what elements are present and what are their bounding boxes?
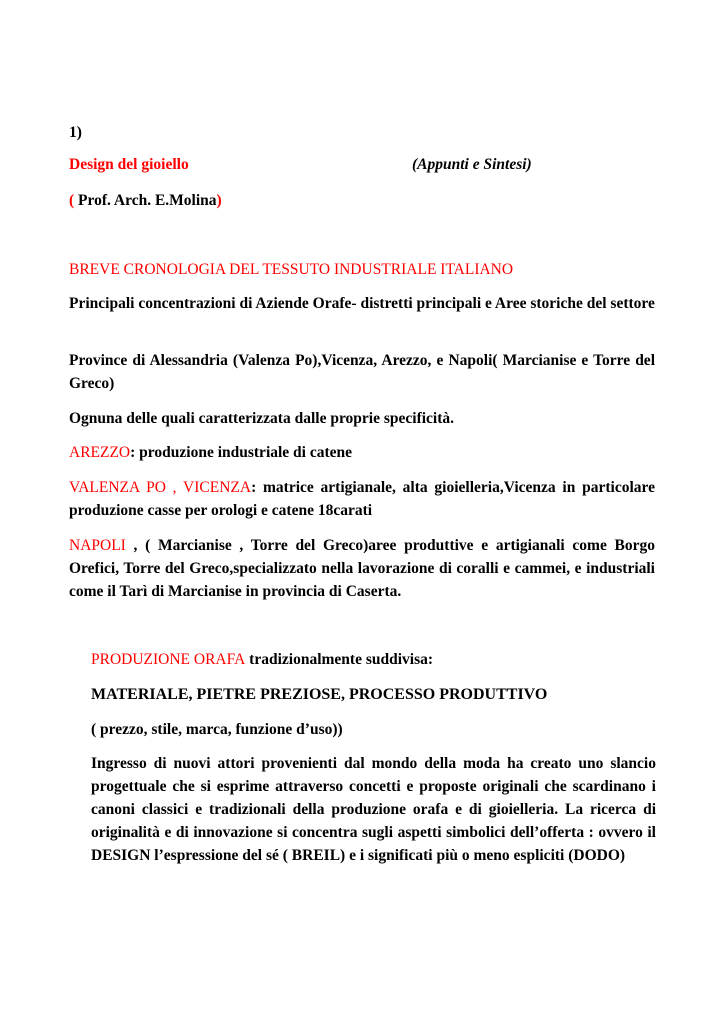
valenza-description: : matrice artigianale, alta gioielleria,Vicenza in particolare produzione casse per orologi e catene 18carati bbox=[69, 479, 655, 519]
paragraph-concentrazioni: Principali concentrazioni di Aziende Orafe- distretti principali e Aree storiche del settore bbox=[69, 295, 655, 312]
valenza-label: VALENZA PO , VICENZA bbox=[69, 479, 252, 496]
napoli-label: NAPOLI bbox=[69, 537, 126, 554]
prezzo-line: ( prezzo, stile, marca, funzione d’uso)) bbox=[91, 721, 343, 738]
paragraph-arezzo bbox=[69, 441, 352, 464]
paragraph-ingresso: Ingresso di nuovi attori provenienti dal mondo della moda ha creato uno slancio progettuale che si esprime attraverso concetti e proposte originali che scardinano i canoni classici e tradizionali della produzione orafa e di gioielleria. La ricerca di originalità e di innovazione si concentra sugli aspetti simbolici dell’offerta : ovvero il DESIGN l’espressione del sé ( BREIL) e i significati più o meno espliciti (DODO) bbox=[91, 755, 656, 864]
author-open-paren: ( bbox=[69, 192, 75, 209]
materiale-line: MATERIALE, PIETRE PREZIOSE, PROCESSO PRODUTTIVO bbox=[91, 686, 548, 703]
paragraph-napoli bbox=[69, 534, 655, 603]
paragraph-valenza bbox=[69, 476, 655, 522]
paragraph-produzione bbox=[91, 648, 433, 671]
author-line bbox=[69, 189, 222, 212]
document-title: Design del gioiello bbox=[69, 156, 189, 173]
author-name: Prof. Arch. E.Molina bbox=[74, 192, 217, 209]
section-heading: BREVE CRONOLOGIA DEL TESSUTO INDUSTRIALE ITALIANO bbox=[69, 261, 514, 278]
produzione-label: PRODUZIONE ORAFA bbox=[91, 651, 246, 668]
arezzo-label: AREZZO bbox=[69, 444, 131, 461]
document-subtitle: (Appunti e Sintesi) bbox=[412, 156, 532, 173]
paragraph-specificita: Ognuna delle quali caratterizzata dalle proprie specificità. bbox=[69, 410, 455, 427]
arezzo-description: : produzione industriale di catene bbox=[130, 444, 353, 461]
napoli-description: , ( Marcianise , Torre del Greco)aree produttive e artigianali come Borgo Orefici, Torre del Greco,specializzato nella lavorazione di coralli e cammei, e industriali come il Tarì di Marcianise in provincia di Caserta. bbox=[69, 537, 655, 600]
section-number: 1) bbox=[69, 124, 82, 141]
author-close-paren: ) bbox=[216, 192, 222, 209]
paragraph-province: Province di Alessandria (Valenza Po),Vicenza, Arezzo, e Napoli( Marcianise e Torre del Greco) bbox=[69, 352, 655, 392]
produzione-description: tradizionalmente suddivisa: bbox=[245, 651, 434, 668]
